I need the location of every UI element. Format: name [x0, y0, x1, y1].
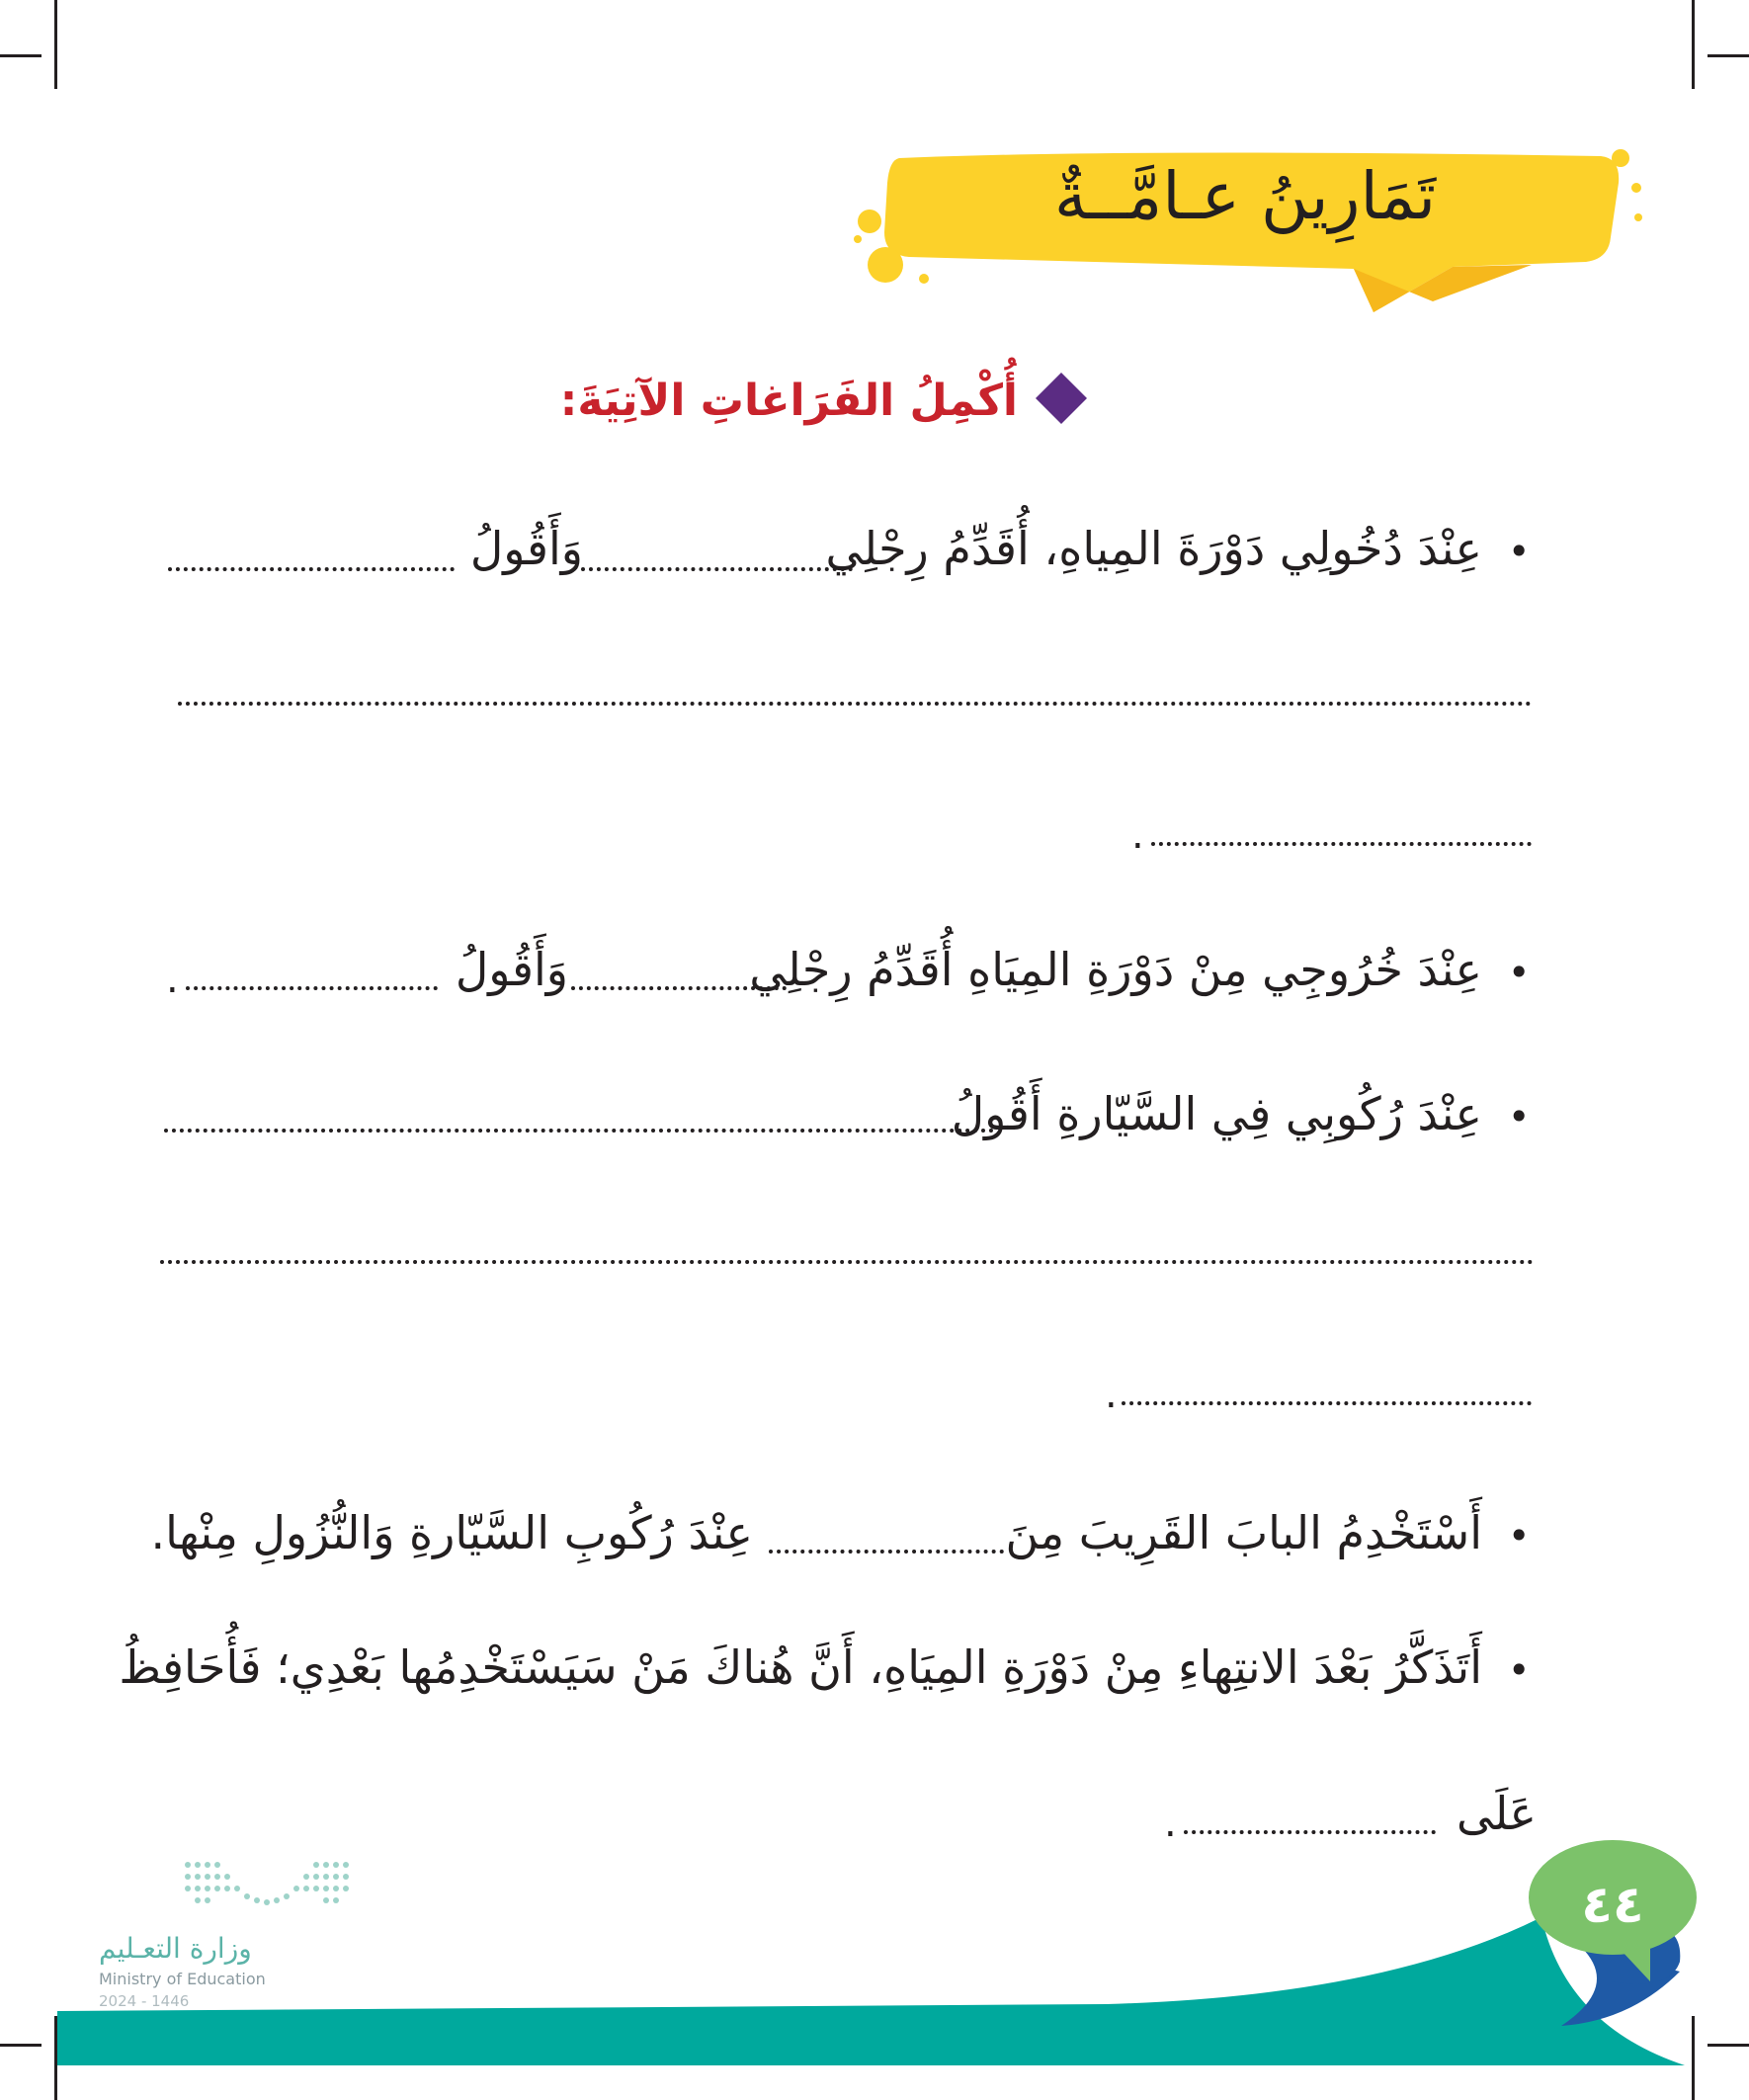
- ministry-name-en: Ministry of Education: [99, 1970, 266, 1988]
- crop-mark: [1692, 0, 1695, 89]
- answer-blank[interactable]: [571, 986, 787, 990]
- item-2-label: عِنْدَ خُرُوجِي مِنْ دَوْرَةِ المِيَاهِ أُقَدِّمُ رِجْلِي: [749, 943, 1482, 996]
- ministry-name-ar: وزارة التعـليم: [99, 1932, 252, 1965]
- bullet: •: [1508, 1648, 1531, 1692]
- item-2-connector: وَأَقُولُ: [455, 943, 568, 996]
- teal-wave: [57, 1917, 1685, 2065]
- end-period: .: [166, 957, 179, 1002]
- bullet: •: [1508, 951, 1531, 994]
- answer-blank[interactable]: [168, 567, 455, 571]
- decor-dot: [858, 210, 881, 233]
- decor-dot: [1631, 183, 1641, 193]
- item-1-connector: وَأَقُولُ: [469, 522, 583, 575]
- item-5-continuation: عَلَى: [1456, 1787, 1537, 1840]
- answer-blank[interactable]: [769, 1550, 1004, 1554]
- end-period: .: [1105, 1372, 1118, 1417]
- diamond-icon: [1034, 371, 1089, 426]
- answer-blank[interactable]: [1122, 1401, 1532, 1405]
- decor-dot: [868, 247, 903, 283]
- answer-blank[interactable]: [581, 567, 853, 571]
- crop-mark: [0, 54, 42, 57]
- ministry-year: 2024 - 1446: [99, 1992, 190, 2010]
- crop-mark: [54, 0, 57, 89]
- answer-blank[interactable]: [164, 1129, 994, 1133]
- decor-dot: [854, 235, 862, 243]
- bullet: •: [1508, 1095, 1531, 1138]
- item-1-label: عِنْدَ دُخُولِي دَوْرَةَ المِياهِ، أُقَدِّمُ رِجْلِي: [825, 522, 1482, 575]
- end-period: .: [1164, 1801, 1177, 1846]
- decor-dot: [1612, 149, 1629, 167]
- decor-dot: [919, 274, 929, 284]
- end-period: .: [1131, 812, 1144, 858]
- ministry-logo-icon: [178, 1853, 356, 1932]
- answer-blank[interactable]: [160, 1260, 1534, 1264]
- instruction-heading: أُكْمِلُ الفَرَاغاتِ الآتِيَةَ:: [559, 376, 1018, 426]
- bullet: •: [1508, 1514, 1531, 1557]
- item-5-label: أَتَذَكَّرُ بَعْدَ الانتِهاءِ مِنْ دَوْرَةِ المِيَاهِ، أَنَّ هُناكَ مَنْ سَيَسْتَخْدِمُها بَعْدِي؛ فَأُحَافِظُ: [119, 1640, 1482, 1694]
- answer-blank[interactable]: [1151, 842, 1532, 846]
- bullet: •: [1508, 530, 1531, 573]
- answer-blank[interactable]: [186, 986, 438, 990]
- item-4-tail: عِنْدَ رُكُوبِ السَّيّارةِ وَالنُّزُولِ مِنْها.: [150, 1506, 753, 1559]
- decor-dot: [1634, 213, 1642, 221]
- page-title: تَمَارِينُ عـامَّــةٌ: [1053, 158, 1437, 234]
- answer-blank[interactable]: [178, 702, 1532, 706]
- answer-blank[interactable]: [1184, 1830, 1436, 1834]
- page-number: ٤٤: [1581, 1876, 1644, 1935]
- item-3-label: عِنْدَ رُكُوبِي فِي السَّيّارةِ أَقُولُ: [951, 1087, 1482, 1140]
- item-4-label: أَسْتَخْدِمُ البابَ القَرِيبَ مِنَ: [1005, 1506, 1482, 1559]
- crop-mark: [1707, 54, 1749, 57]
